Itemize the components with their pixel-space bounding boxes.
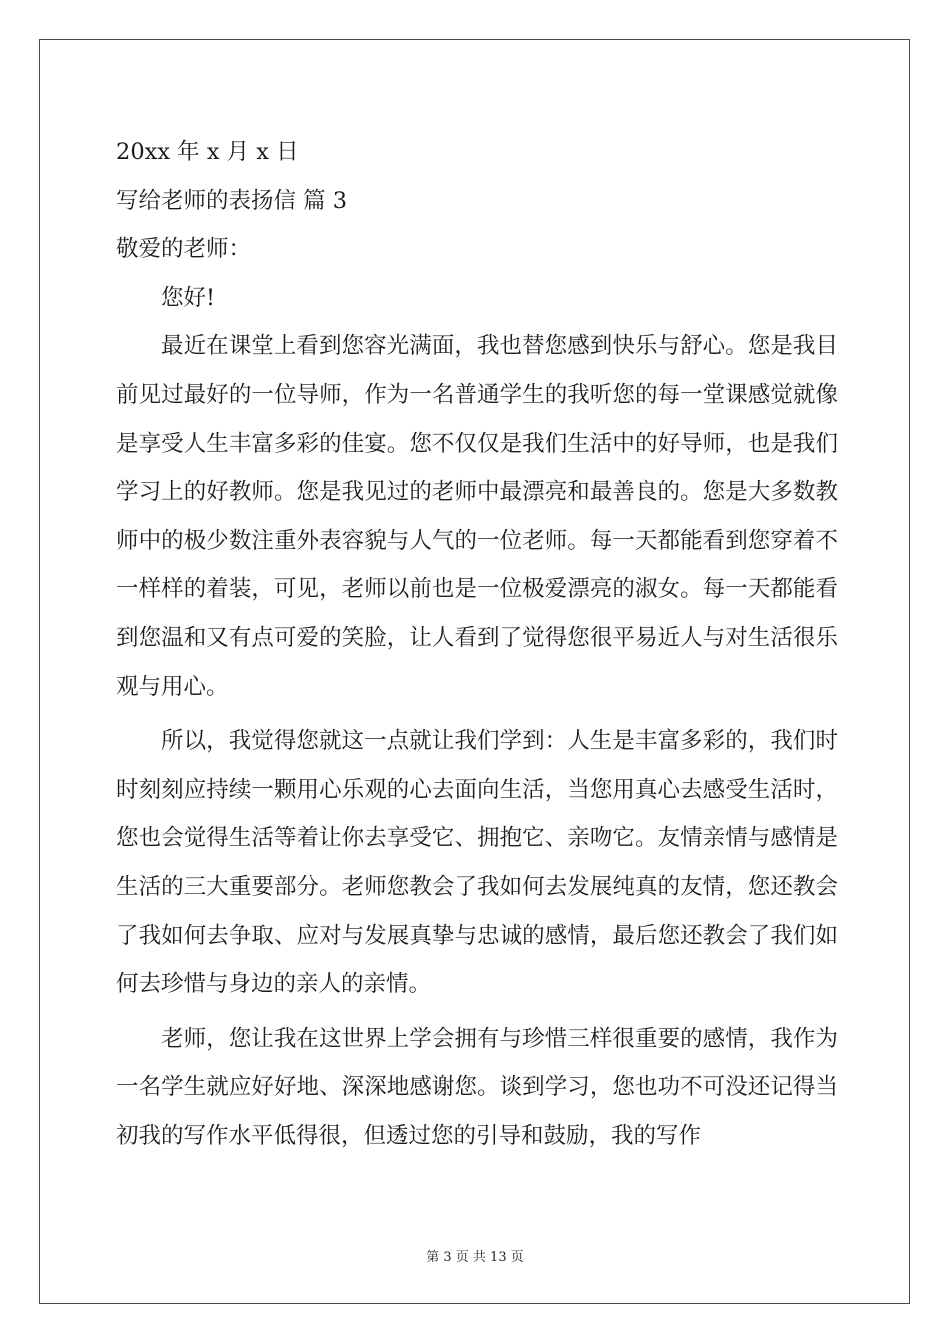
letter-heading: 写给老师的表扬信 篇 3 bbox=[116, 187, 348, 214]
letter-greeting: 您好! bbox=[161, 284, 216, 311]
page-footer: 第 3 页 共 13 页 bbox=[426, 1250, 524, 1265]
body-paragraph-3: 老师，您让我在这世界上学会拥有与珍惜三样很重要的感情，我作为一名学生就应好好地、深深地感谢您。谈到学习，您也功不可没还记得当初我的写作水平低得很，但透过您的引导和鼓励，我的写作 bbox=[116, 1025, 838, 1149]
letter-date: 20xx 年 x 月 x 日 bbox=[116, 139, 299, 165]
body-paragraph-1: 最近在课堂上看到您容光满面，我也替您感到快乐与舒心。您是我目前见过最好的一位导师，作为一名普通学生的我听您的每一堂课感觉就像是享受人生丰富多彩的佳宴。您不仅仅是我们生活中的好导师，也是我们学习上的好教师。您是我见过的老师中最漂亮和最善良的。您是大多数教师中的极少数注重外表容貌与人气的一位老师。每一天都能看到您穿着不一样样的着装，可见，老师以前也是一位极爱漂亮的淑女。每一天都能看到您温和又有点可爱的笑脸，让人看到了觉得您很平易近人与对生活很乐观与用心。 bbox=[116, 333, 838, 700]
letter-salutation: 敬爱的老师： bbox=[116, 236, 252, 263]
body-paragraph-2: 所以，我觉得您就这一点就让我们学到：人生是丰富多彩的，我们时时刻刻应持续一颗用心乐观的心去面向生活，当您用真心去感受生活时，您也会觉得生活等着让你去享受它、拥抱它、亲吻它。友情亲情与感情是生活的三大重要部分。老师您教会了我如何去发展纯真的友情，您还教会了我如何去争取、应对与发展真挚与忠诚的感情，最后您还教会了我们如何去珍惜与身边的亲人的亲情。 bbox=[116, 728, 838, 998]
document-body bbox=[116, 128, 838, 1160]
